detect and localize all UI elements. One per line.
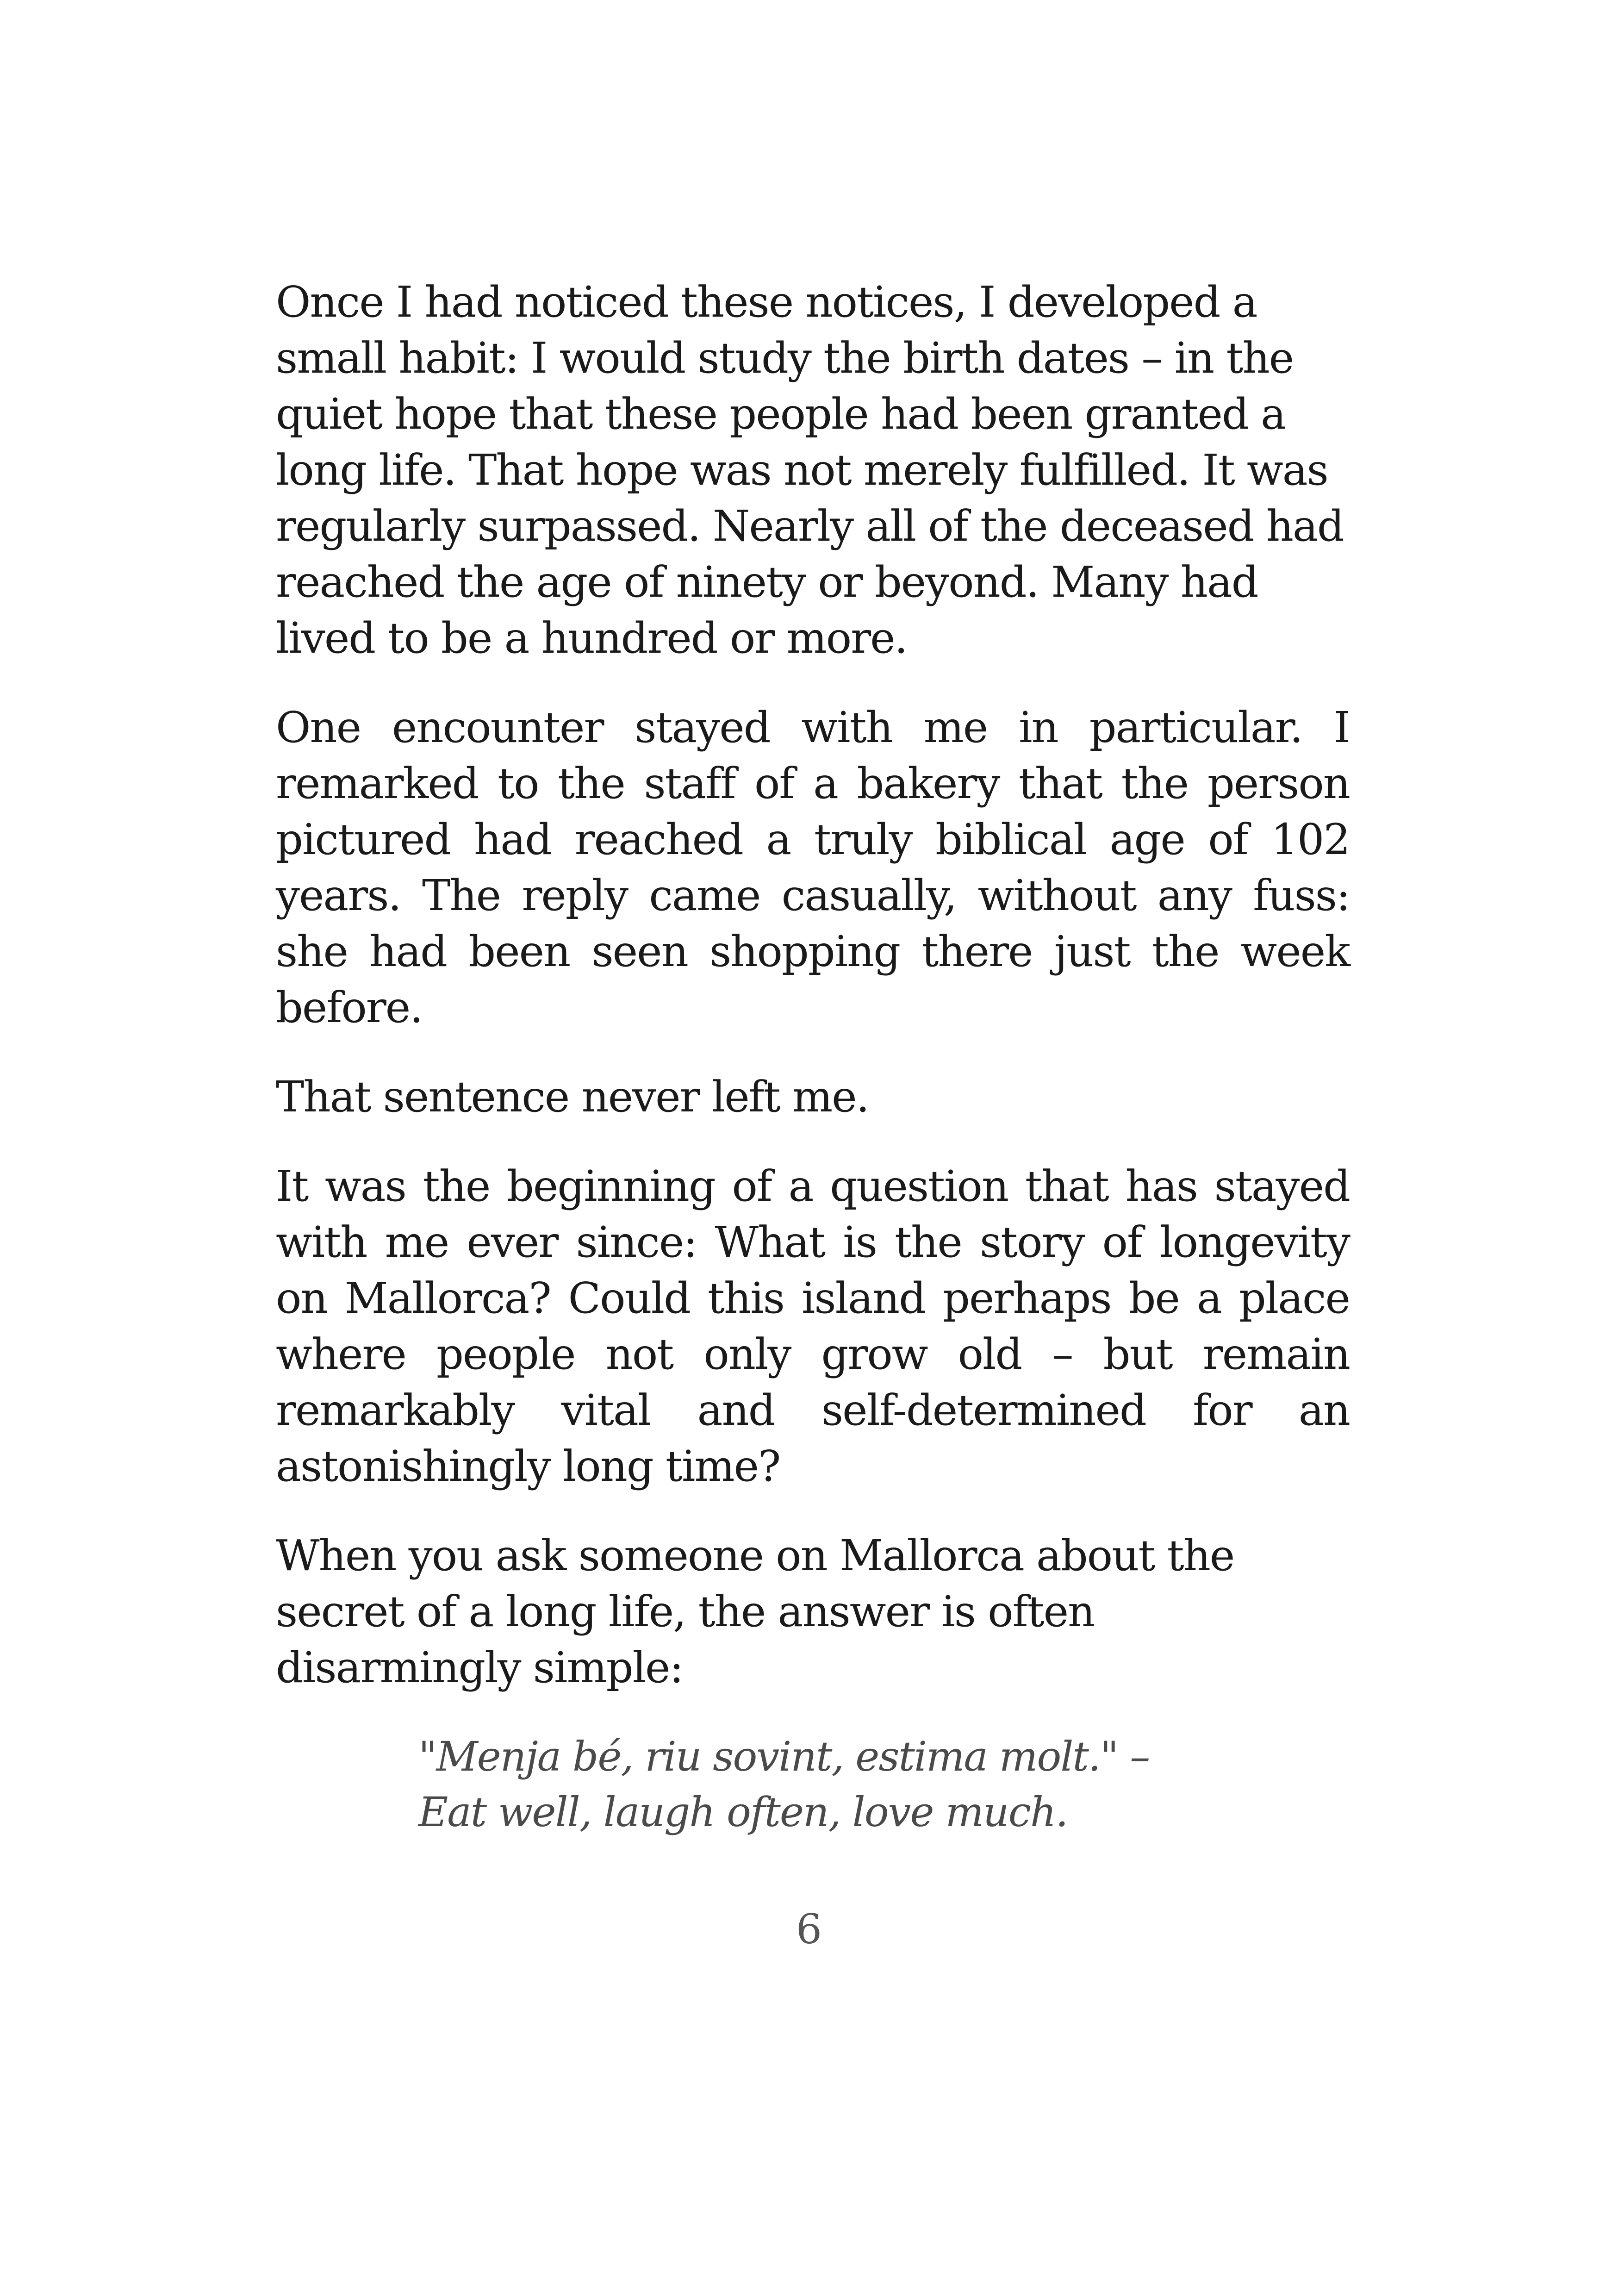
page-number: 6 bbox=[796, 1905, 822, 1953]
paragraph-sentence: That sentence never left me. bbox=[276, 1072, 869, 1122]
paragraph-birth-dates: Once I had noticed these notices, I developed a small habit: I would study the birth dates – in the quiet hope that these people had been granted a long life. That hope was not merely fulfilled. It was regularly surpassed. Nearly all of the deceased had reached the age of ninety or beyond. Many had lived to be a hundred or more. bbox=[276, 277, 1344, 663]
block-quote: "Menja bé, riu sovint, estima molt." – Eat well, laugh often, love much. bbox=[418, 1733, 1150, 1836]
paragraph-secret-of-long-life: When you ask someone on Mallorca about the secret of a long life, the answer is often disarmingly simple: bbox=[276, 1531, 1234, 1692]
paragraph-longevity-question: It was the beginning of a question that has stayed with me ever since: What is the story of longevity on Mallorca? Could this island perhaps be a place where people not only grow old – but remain remarkably vital and self-determined for an astonishingly long time? bbox=[276, 1161, 1350, 1491]
page-body bbox=[276, 274, 1350, 1840]
paragraph-bakery-encounter: One encounter stayed with me in particular. I remarked to the staff of a bakery that the person pictured had reached a truly biblical age of 102 years. The reply came casually, without any fuss: she had been seen shopping there just the week before. bbox=[276, 703, 1350, 1032]
